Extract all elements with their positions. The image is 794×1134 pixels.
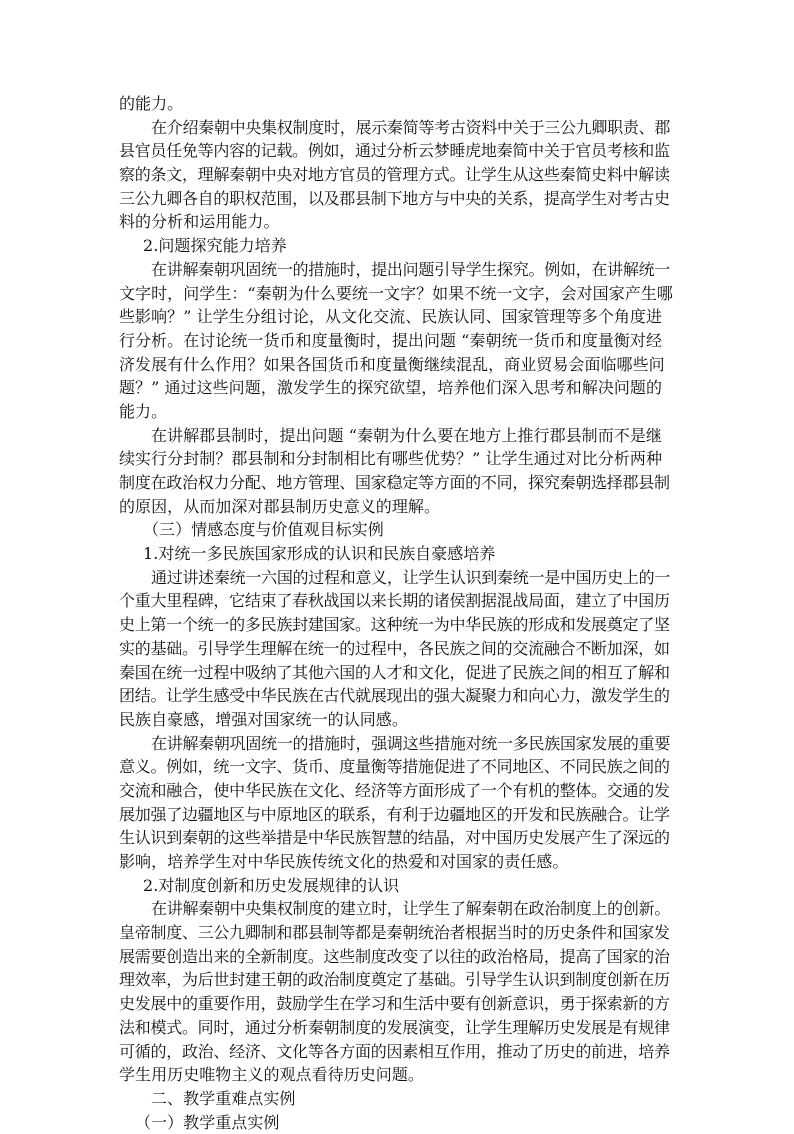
text-line: 行分析。在讨论统一货币和度量衡时，提出问题 “秦朝统一货币和度量衡对经	[119, 330, 663, 350]
text-line: 在介绍秦朝中央集权制度时，展示秦简等考古资料中关于三公九卿职责、郡	[151, 117, 671, 137]
text-line: 的能力。	[119, 94, 184, 113]
text-line: 通过讲述秦统一六国的过程和意义，让学生认识到秦统一是中国历史上的一	[151, 567, 671, 587]
text-line: 生认识到秦朝的这些举措是中华民族智慧的结晶，对中国历史发展产生了深远的	[119, 828, 670, 848]
text-line: 续实行分封制？郡县制和分封制相比有哪些优势？” 让学生通过对比分析两种	[119, 449, 663, 469]
document-body	[119, 92, 675, 1134]
text-line: 展需要创造出来的全新制度。这些制度改变了以往的政治格局，提高了国家的治	[119, 946, 670, 966]
text-line: 在讲解秦朝中央集权制度的建立时，让学生了解秦朝在政治制度上的创新。	[151, 899, 671, 919]
text-line: 可循的，政治、经济、文化等各方面的因素相互作用，推动了历史的前进，培养	[119, 1041, 670, 1061]
text-line: 2.对制度创新和历史发展规律的认识	[143, 875, 400, 895]
text-line: 1.对统一多民族国家形成的认识和民族自豪感培养	[143, 544, 496, 564]
text-line: 2.问题探究能力培养	[143, 236, 287, 256]
text-line: 意义。例如，统一文字、货币、度量衡等措施促进了不同地区、不同民族之间的	[119, 757, 670, 777]
text-line: 能力。	[119, 401, 168, 421]
text-line: 法和模式。同时，通过分析秦朝制度的发展演变，让学生理解历史发展是有规律	[119, 1017, 670, 1037]
text-line: 在讲解秦朝巩固统一的措施时，提出问题引导学生探究。例如，在讲解统一	[151, 259, 671, 279]
text-line: 察的条文，理解秦朝中央对地方官员的管理方式。让学生从这些秦简史料中解读	[119, 165, 670, 185]
text-line: 题？” 通过这些问题，激发学生的探究欲望，培养他们深入思考和解决问题的	[119, 378, 663, 398]
text-line: 个重大里程碑，它结束了春秋战国以来长期的诸侯割据混战局面，建立了中国历	[119, 591, 670, 611]
text-line: 影响，培养学生对中华民族传统文化的热爱和对国家的责任感。	[119, 852, 569, 871]
text-line: 理效率，为后世封建王朝的政治制度奠定了基础。引导学生认识到制度创新在历	[119, 970, 670, 990]
text-line: 民族自豪感，增强对国家统一的认同感。	[119, 709, 408, 729]
text-line: 的原因，从而加深对郡县制历史意义的理解。	[119, 496, 441, 516]
text-line: 皇帝制度、三公九卿制和郡县制等都是秦朝统治者根据当时的历史条件和国家发	[119, 923, 670, 943]
text-line: 史发展中的重要作用，鼓励学生在学习和生活中要有创新意识，勇于探索新的方	[119, 994, 670, 1014]
text-line: 制度在政治权力分配、地方管理、国家稳定等方面的不同，探究秦朝选择郡县制	[119, 473, 670, 492]
text-line: 学生用历史唯物主义的观点看待历史问题。	[119, 1065, 424, 1085]
text-line: 秦国在统一过程中吸纳了其他六国的人才和文化，促进了民族之间的相互了解和	[119, 662, 670, 682]
text-line: 交流和融合，使中华民族在文化、经济等方面形成了一个有机的整体。交通的发	[119, 780, 670, 800]
text-line: 文字时，问学生：“秦朝为什么要统一文字？如果不统一文字，会对国家产生哪	[119, 283, 673, 303]
text-line: 展加强了边疆地区与中原地区的联系，有利于边疆地区的开发和民族融合。让学	[119, 804, 670, 824]
text-line: （一）教学重点实例	[135, 1112, 280, 1132]
text-line: 史上第一个统一的多民族封建国家。这种统一为中华民族的形成和发展奠定了坚	[119, 615, 670, 635]
text-line: 团结。让学生感受中华民族在古代就展现出的强大凝聚力和向心力，激发学生的	[119, 686, 670, 706]
text-line: 些影响？” 让学生分组讨论，从文化交流、民族认同、国家管理等多个角度进	[119, 307, 663, 327]
text-line: 二、教学重难点实例	[151, 1088, 296, 1108]
text-line: 济发展有什么作用？如果各国货币和度量衡继续混乱，商业贸易会面临哪些问	[119, 354, 665, 374]
text-line: 县官员任免等内容的记载。例如，通过分析云梦睡虎地秦简中关于官员考核和监	[119, 141, 670, 161]
text-line: 三公九卿各自的职权范围，以及郡县制下地方与中央的关系，提高学生对考古史	[119, 188, 670, 208]
text-line: 实的基础。引导学生理解在统一的过程中，各民族之间的交流融合不断加深，如	[119, 638, 670, 658]
text-line: 料的分析和运用能力。	[119, 212, 280, 232]
text-line: 在讲解郡县制时，提出问题 “秦朝为什么要在地方上推行郡县制而不是继	[151, 425, 662, 445]
text-line: （三）情感态度与价值观目标实例	[143, 520, 384, 540]
text-line: 在讲解秦朝巩固统一的措施时，强调这些措施对统一多民族国家发展的重要	[151, 733, 671, 753]
